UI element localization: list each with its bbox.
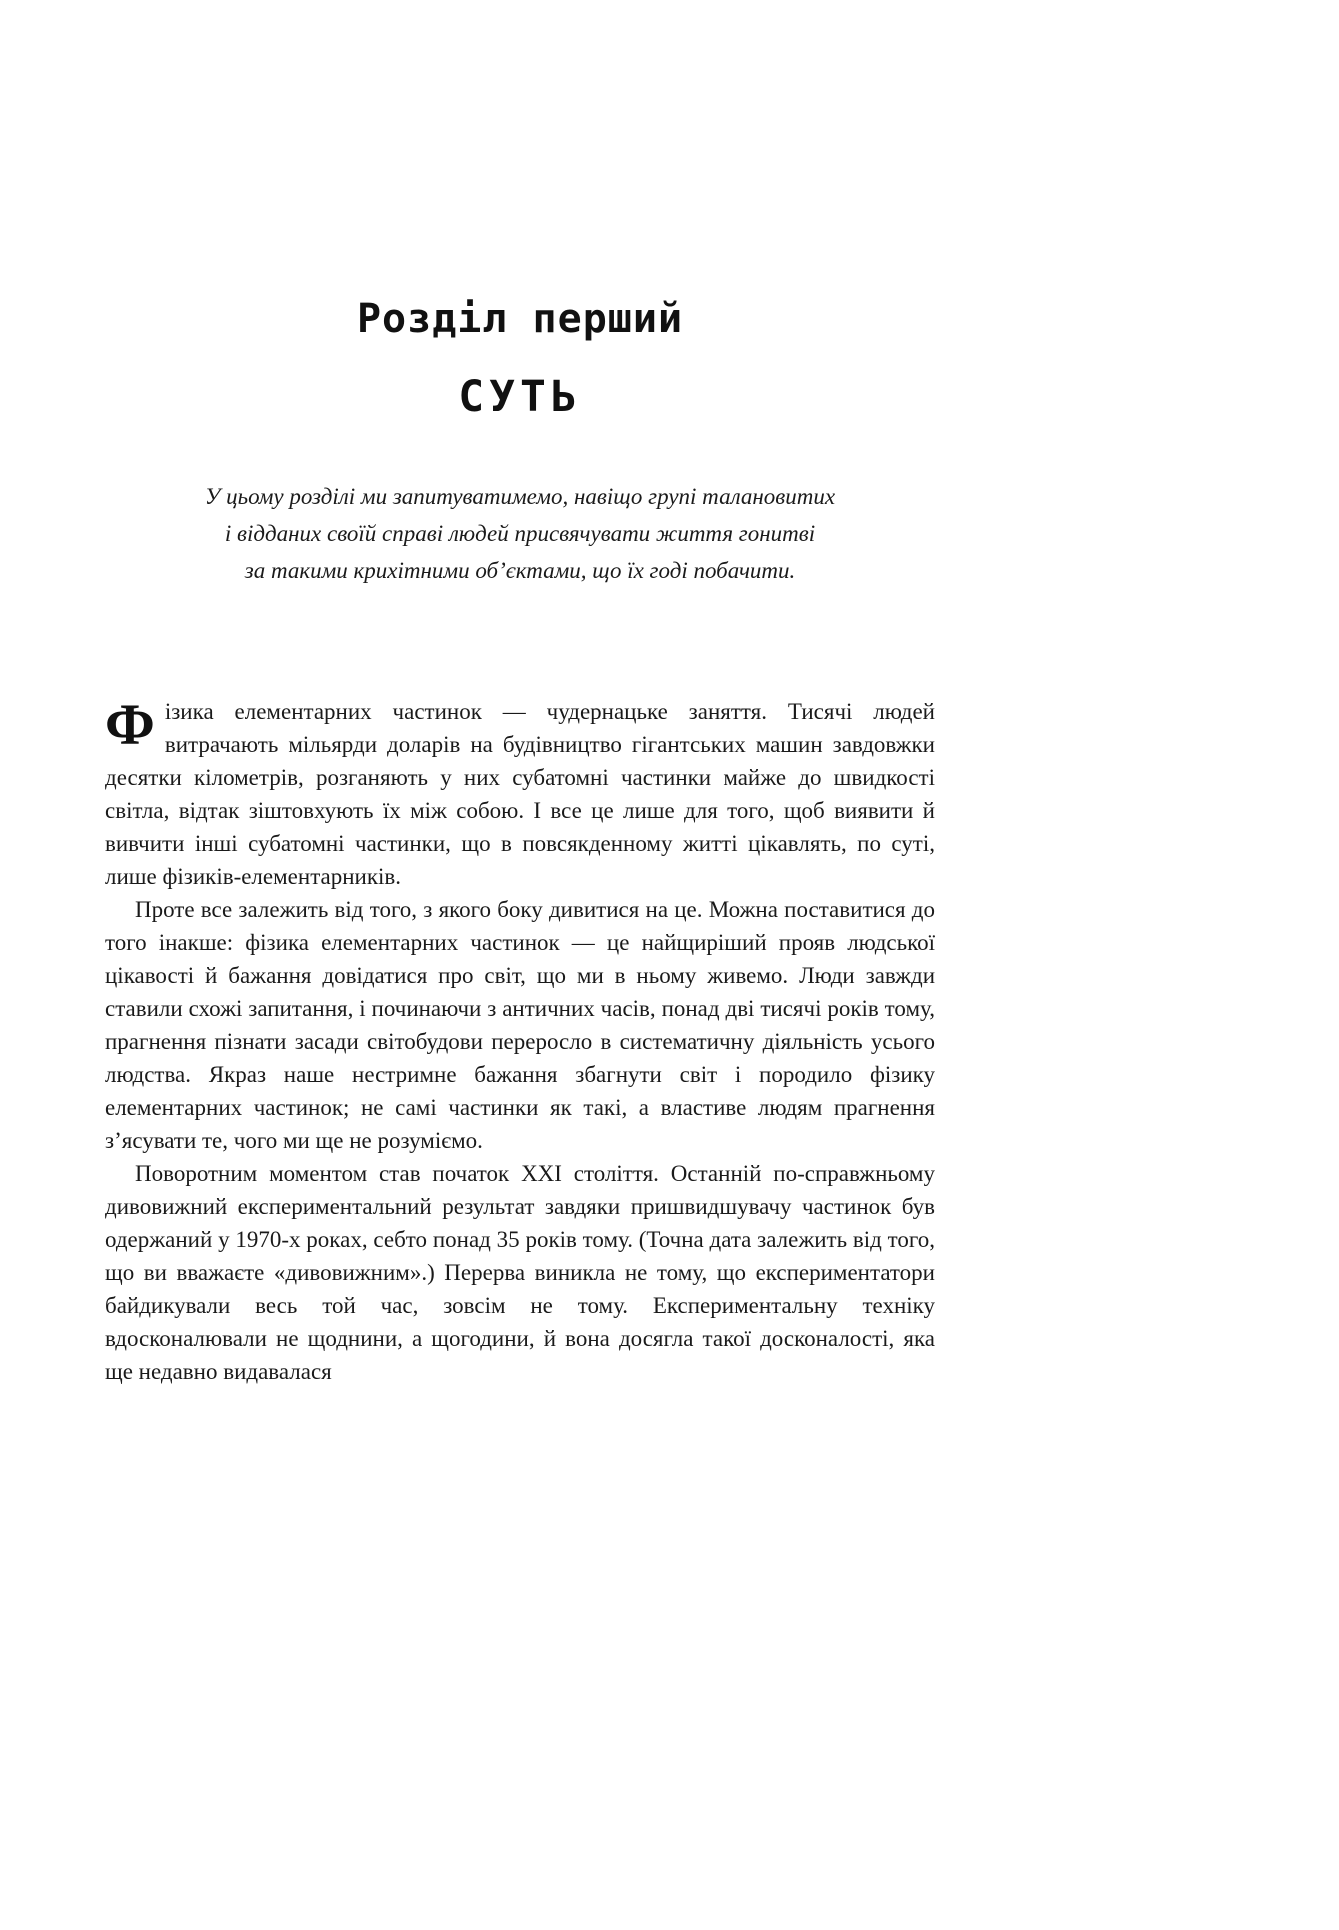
paragraph-text: ізика елементарних частинок — чудернацьке заняття. Тисячі людей витрачають мільярди доларів на будівництво гігантських машин завдовжки десятки кілометрів, розганяють у них субатомні частинки майже до швидкості світла, відтак зіштовхують їх між собою. І все це лише для того, щоб виявити й вивчити інші субатомні частинки, що в повсякденному житті цікавлять, по суті, лише фізиків-елементарників. — [105, 699, 935, 889]
epigraph — [105, 478, 935, 589]
epigraph-line: за такими крихітними об’єктами, що їх годі побачити. — [244, 558, 796, 583]
body-text — [105, 692, 935, 1388]
paragraph: Поворотним моментом став початок XXI століття. Останній по-справжньому дивовижний експериментальний результат завдяки пришвидшувачу частинок був одержаний у 1970-х роках, себто понад 35 років тому. (Точна дата залежить від того, що ви вважаєте «дивовижним».) Перерва виникла не тому, що експериментатори байдикували весь той час, зовсім не тому. Експериментальну техніку вдосконалювали не щоднини, а щогодини, й вона досягла такої досконалості, яка ще недавно видавалася — [105, 1161, 935, 1384]
drop-cap: Ф — [105, 692, 155, 757]
chapter-label: Розділ перший — [356, 296, 684, 342]
paragraph: Проте все залежить від того, з якого боку дивитися на це. Можна поставитися до того інакше: фізика елементарних частинок — це найщиріший прояв людської цікавості й бажання довідатися про світ, що ми в ньому живемо. Люди завжди ставили схожі запитання, і починаючи з античних часів, понад дві тисячі років тому, прагнення пізнати засади світобудови переросло в систематичну діяльність усього людства. Якраз наше нестримне бажання збагнути світ і породило фізику елементарних частинок; не самі частинки як такі, а властиве людям прагнення з’ясувати те, чого ми ще не розуміємо. — [105, 897, 935, 1153]
chapter-title: СУТЬ — [458, 372, 582, 422]
epigraph-line: і відданих своїй справі людей присвячувати життя гонитві — [224, 521, 816, 546]
paragraph — [105, 692, 935, 893]
epigraph-line: У цьому розділі ми запитуватимемо, навіщо групі талановитих — [204, 484, 836, 509]
